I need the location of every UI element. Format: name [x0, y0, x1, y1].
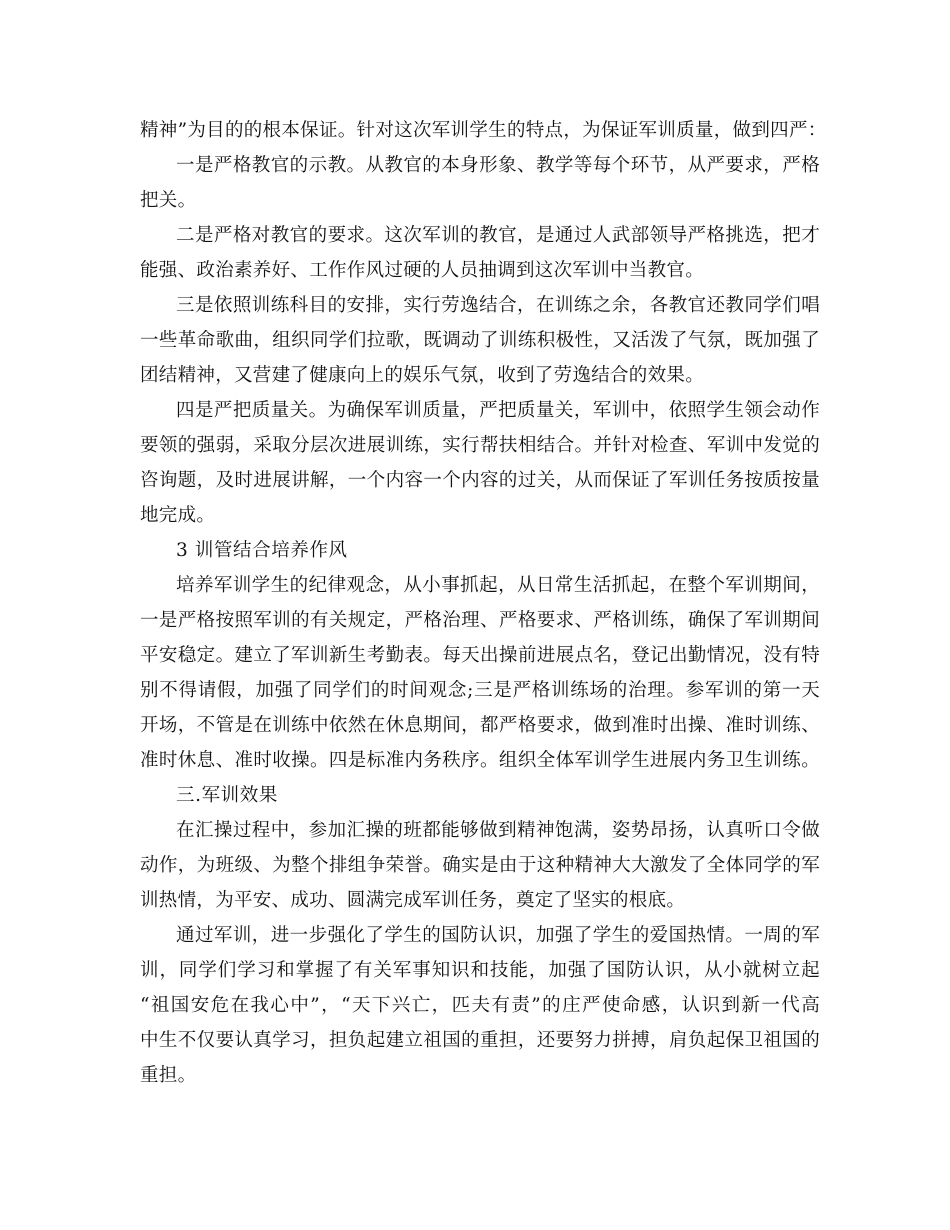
- paragraph-line: 平安稳定。建立了军训新生考勤表。每天出操前进展点名，登记出勤情况，没有特: [140, 645, 820, 666]
- paragraph-line: 一是严格按照军训的有关规定，严格治理、严格要求、严格训练，确保了军训期间: [140, 610, 820, 631]
- paragraph-line: 咨询题，及时进展讲解，一个内容一个内容的过关，从而保证了军训任务按质按量: [140, 470, 820, 491]
- paragraph-line: 在汇操过程中，参加汇操的班都能够做到精神饱满，姿势昂扬，认真听口令做: [176, 820, 820, 841]
- paragraph-line: 四是严把质量关。为确保军训质量，严把质量关，军训中，依照学生领会动作: [176, 400, 820, 421]
- section-heading: 3 训管结合培养作风: [176, 540, 348, 561]
- paragraph-line: 培养军训学生的纪律观念，从小事抓起，从日常生活抓起，在整个军训期间，: [176, 575, 820, 596]
- paragraph-line: 地完成。: [140, 505, 216, 526]
- paragraph-line: 训热情，为平安、成功、圆满完成军训任务，奠定了坚实的根底。: [140, 890, 686, 911]
- paragraph-line: 训，同学们学习和掌握了有关军事知识和技能，加强了国防认识，从小就树立起: [140, 960, 820, 981]
- paragraph-line: 中生不仅要认真学习，担负起建立祖国的重担，还要努力拼搏，肩负起保卫祖国的: [140, 1030, 820, 1051]
- paragraph-line: 三是依照训练科目的安排，实行劳逸结合，在训练之余，各教官还教同学们唱: [176, 295, 820, 316]
- paragraph-line: 重担。: [140, 1065, 197, 1086]
- paragraph-line: 精神”为目的的根本保证。针对这次军训学生的特点，为保证军训质量，做到四严：: [140, 120, 827, 141]
- paragraph-line: 别不得请假，加强了同学们的时间观念;三是严格训练场的治理。参军训的第一天: [140, 680, 820, 701]
- paragraph-line: 开场，不管是在训练中依然在休息期间，都严格要求，做到准时出操、准时训练、: [140, 715, 820, 736]
- paragraph-line: 二是严格对教官的要求。这次军训的教官，是通过人武部领导严格挑选，把才: [176, 225, 820, 246]
- paragraph-line: 能强、政治素养好、工作作风过硬的人员抽调到这次军训中当教官。: [140, 260, 705, 281]
- paragraph-line: 通过军训，进一步强化了学生的国防认识，加强了学生的爱国热情。一周的军: [176, 925, 820, 946]
- paragraph-line: 动作，为班级、为整个排组争荣誉。确实是由于这种精神大大激发了全体同学的军: [140, 855, 820, 876]
- paragraph-line: 把关。: [140, 190, 197, 211]
- section-heading: 三.军训效果: [176, 785, 278, 806]
- paragraph-line: 团结精神，又营建了健康向上的娱乐气氛，收到了劳逸结合的效果。: [140, 365, 705, 386]
- paragraph-line: “祖国安危在我心中”，“天下兴亡，匹夫有责”的庄严使命感，认识到新一代高: [140, 995, 820, 1016]
- paragraph-line: 准时休息、准时收操。四是标准内务秩序。组织全体军训学生进展内务卫生训练。: [140, 750, 820, 771]
- paragraph-line: 要领的强弱，采取分层次进展训练，实行帮扶相结合。并针对检查、军训中发觉的: [140, 435, 820, 456]
- paragraph-line: 一些革命歌曲，组织同学们拉歌，既调动了训练积极性，又活泼了气氛，既加强了: [140, 330, 820, 351]
- paragraph-line: 一是严格教官的示教。从教官的本身形象、教学等每个环节，从严要求，严格: [176, 155, 820, 176]
